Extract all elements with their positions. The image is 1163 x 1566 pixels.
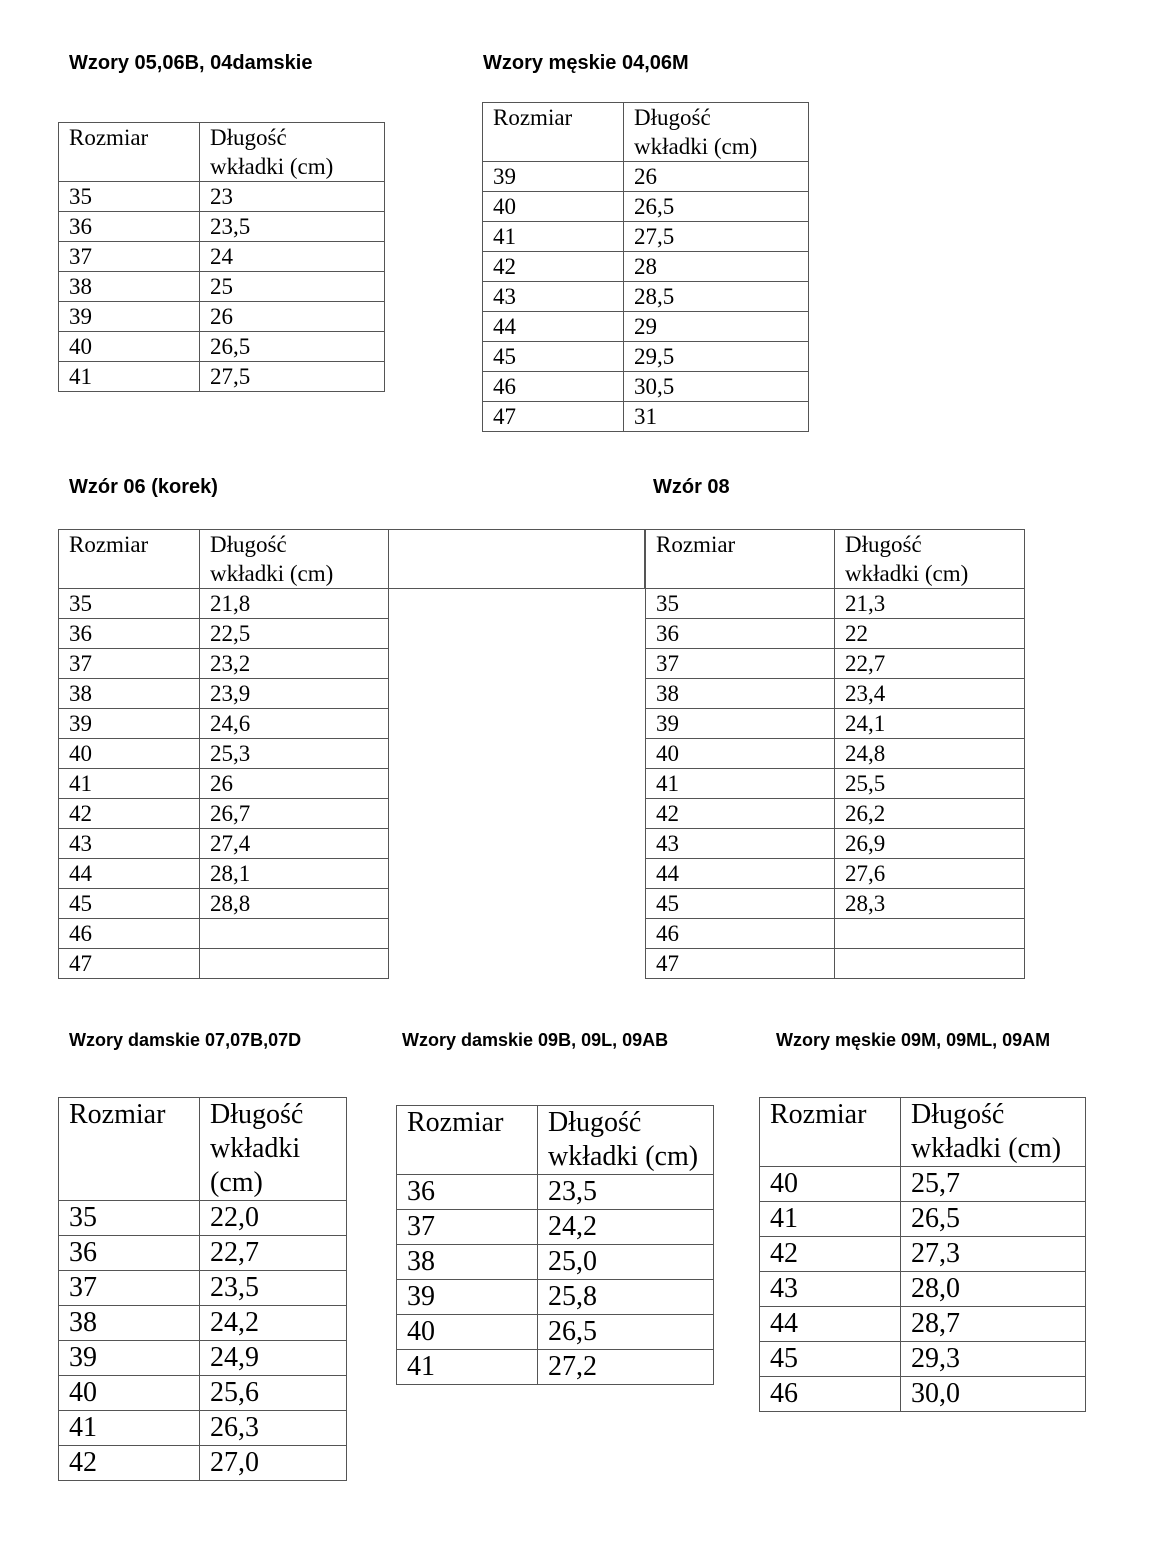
size-cell: 44 xyxy=(59,859,200,889)
table-row xyxy=(483,192,809,222)
size-cell: 44 xyxy=(483,312,624,342)
size-cell: 42 xyxy=(760,1237,901,1272)
table-row xyxy=(483,222,809,252)
table-row xyxy=(646,739,1025,769)
insole-length-cell: 30,0 xyxy=(901,1377,1086,1412)
table-row xyxy=(483,162,809,192)
table-row xyxy=(59,679,645,709)
table-row xyxy=(483,282,809,312)
table-row xyxy=(59,1411,347,1446)
table-row xyxy=(483,372,809,402)
insole-length-cell: 24,9 xyxy=(200,1341,347,1376)
table-row xyxy=(59,859,645,889)
size-cell: 45 xyxy=(483,342,624,372)
table-row xyxy=(760,1167,1086,1202)
size-cell: 41 xyxy=(760,1202,901,1237)
insole-length-cell: 27,4 xyxy=(200,829,389,859)
insole-length-cell: 25 xyxy=(200,272,385,302)
insole-length-cell: 24,1 xyxy=(835,709,1025,739)
insole-length-cell: 23,5 xyxy=(200,212,385,242)
table-row xyxy=(59,709,645,739)
table-header-row xyxy=(483,103,809,162)
table-row xyxy=(646,589,1025,619)
table-row xyxy=(59,619,645,649)
table-row xyxy=(397,1315,714,1350)
insole-length-cell: 27,3 xyxy=(901,1237,1086,1272)
table-row xyxy=(646,619,1025,649)
insole-length-cell: 24,2 xyxy=(538,1210,714,1245)
insole-length-cell: 23,2 xyxy=(200,649,389,679)
insole-length-cell: 26,9 xyxy=(835,829,1025,859)
table-header-row xyxy=(59,123,385,182)
size-cell: 47 xyxy=(646,949,835,979)
table-row xyxy=(59,1376,347,1411)
insole-length-cell: 29,5 xyxy=(624,342,809,372)
header-insole-length: Długość wkładki (cm) xyxy=(200,123,385,182)
size-cell: 41 xyxy=(646,769,835,799)
table-row xyxy=(397,1245,714,1280)
size-cell: 37 xyxy=(59,1271,200,1306)
table-row xyxy=(59,919,645,949)
insole-length-cell: 26,7 xyxy=(200,799,389,829)
insole-length-cell: 26,5 xyxy=(538,1315,714,1350)
table-row xyxy=(760,1237,1086,1272)
size-cell: 38 xyxy=(646,679,835,709)
table-row xyxy=(646,859,1025,889)
size-cell: 39 xyxy=(59,1341,200,1376)
size-table-06-cork xyxy=(58,529,645,979)
size-cell: 46 xyxy=(483,372,624,402)
size-table-08 xyxy=(645,529,1025,979)
insole-length-cell: 28,1 xyxy=(200,859,389,889)
size-cell: 35 xyxy=(59,182,200,212)
insole-length-cell: 21,8 xyxy=(200,589,389,619)
insole-length-cell xyxy=(200,919,389,949)
size-cell: 38 xyxy=(59,679,200,709)
size-cell: 36 xyxy=(646,619,835,649)
insole-length-cell: 27,0 xyxy=(200,1446,347,1481)
header-size: Rozmiar xyxy=(59,530,200,589)
table-row xyxy=(59,182,385,212)
table-row xyxy=(483,312,809,342)
table-row xyxy=(59,829,645,859)
insole-length-cell: 26,3 xyxy=(200,1411,347,1446)
table-row xyxy=(646,829,1025,859)
insole-length-cell: 27,5 xyxy=(624,222,809,252)
table-row xyxy=(646,649,1025,679)
table-row xyxy=(397,1280,714,1315)
table-row xyxy=(397,1350,714,1385)
header-size: Rozmiar xyxy=(59,1098,200,1201)
size-cell: 46 xyxy=(760,1377,901,1412)
size-cell: 43 xyxy=(59,829,200,859)
size-cell: 40 xyxy=(397,1315,538,1350)
insole-length-cell: 26 xyxy=(200,769,389,799)
insole-length-cell: 22,5 xyxy=(200,619,389,649)
size-table-mens-09 xyxy=(759,1097,1086,1412)
table-row xyxy=(59,649,645,679)
table-row xyxy=(646,769,1025,799)
insole-length-cell: 28,7 xyxy=(901,1307,1086,1342)
insole-length-cell: 24,8 xyxy=(835,739,1025,769)
table-row xyxy=(760,1202,1086,1237)
size-cell: 36 xyxy=(59,212,200,242)
table-row xyxy=(59,332,385,362)
header-size: Rozmiar xyxy=(483,103,624,162)
section-title-mens-04-06m: Wzory męskie 04,06M xyxy=(483,52,689,74)
size-cell: 41 xyxy=(59,362,200,392)
size-cell: 42 xyxy=(59,799,200,829)
insole-length-cell: 24,6 xyxy=(200,709,389,739)
table-row xyxy=(646,949,1025,979)
insole-length-cell: 24 xyxy=(200,242,385,272)
header-insole-length: Długość wkładki (cm) xyxy=(538,1106,714,1175)
table-row xyxy=(59,1306,347,1341)
size-cell: 37 xyxy=(59,242,200,272)
insole-length-cell: 28,0 xyxy=(901,1272,1086,1307)
size-cell: 46 xyxy=(59,919,200,949)
size-cell: 47 xyxy=(483,402,624,432)
size-cell: 45 xyxy=(646,889,835,919)
table-header-row xyxy=(59,530,645,589)
header-insole-length: Długość wkładki (cm) xyxy=(901,1098,1086,1167)
size-cell: 39 xyxy=(483,162,624,192)
size-cell: 35 xyxy=(59,589,200,619)
table-row xyxy=(760,1342,1086,1377)
size-cell: 46 xyxy=(646,919,835,949)
size-cell: 40 xyxy=(483,192,624,222)
table-row xyxy=(483,252,809,282)
section-title-mens-09: Wzory męskie 09M, 09ML, 09AM xyxy=(776,1030,1051,1050)
insole-length-cell: 25,0 xyxy=(538,1245,714,1280)
insole-length-cell: 27,5 xyxy=(200,362,385,392)
table-row xyxy=(646,709,1025,739)
insole-length-cell: 31 xyxy=(624,402,809,432)
size-table-womens-05-06b-04 xyxy=(58,122,385,392)
size-cell: 42 xyxy=(483,252,624,282)
size-cell: 42 xyxy=(59,1446,200,1481)
table-row xyxy=(59,1271,347,1306)
size-cell: 39 xyxy=(646,709,835,739)
section-title-womens-09: Wzory damskie 09B, 09L, 09AB xyxy=(402,1030,669,1050)
header-size: Rozmiar xyxy=(760,1098,901,1167)
size-cell: 37 xyxy=(646,649,835,679)
insole-length-cell: 28,3 xyxy=(835,889,1025,919)
size-cell: 47 xyxy=(59,949,200,979)
table-row xyxy=(646,799,1025,829)
header-size: Rozmiar xyxy=(397,1106,538,1175)
size-cell: 43 xyxy=(483,282,624,312)
size-cell: 40 xyxy=(646,739,835,769)
table-row xyxy=(59,242,385,272)
insole-length-cell: 25,5 xyxy=(835,769,1025,799)
size-cell: 38 xyxy=(397,1245,538,1280)
size-cell: 35 xyxy=(646,589,835,619)
table-row xyxy=(397,1210,714,1245)
size-table-womens-07 xyxy=(58,1097,347,1481)
size-cell: 35 xyxy=(59,1201,200,1236)
table-row xyxy=(59,302,385,332)
insole-length-cell: 25,8 xyxy=(538,1280,714,1315)
table-header-row xyxy=(646,530,1025,589)
header-insole-length: Długość wkładki (cm) xyxy=(200,530,389,589)
insole-length-cell: 23,5 xyxy=(538,1175,714,1210)
insole-length-cell xyxy=(835,919,1025,949)
size-cell: 41 xyxy=(397,1350,538,1385)
table-row xyxy=(646,889,1025,919)
insole-length-cell: 23,5 xyxy=(200,1271,347,1306)
insole-length-cell: 26 xyxy=(624,162,809,192)
insole-length-cell: 25,3 xyxy=(200,739,389,769)
table-row xyxy=(59,1446,347,1481)
section-title-06-cork: Wzór 06 (korek) xyxy=(69,476,218,498)
insole-length-cell: 22 xyxy=(835,619,1025,649)
size-cell: 45 xyxy=(59,889,200,919)
table-row xyxy=(646,919,1025,949)
insole-length-cell: 29 xyxy=(624,312,809,342)
size-cell: 36 xyxy=(59,1236,200,1271)
size-cell: 44 xyxy=(760,1307,901,1342)
table-row xyxy=(483,342,809,372)
size-cell: 41 xyxy=(59,769,200,799)
size-cell: 43 xyxy=(646,829,835,859)
insole-length-cell: 26,5 xyxy=(624,192,809,222)
table-row xyxy=(59,272,385,302)
insole-length-cell: 24,2 xyxy=(200,1306,347,1341)
insole-length-cell: 26,5 xyxy=(901,1202,1086,1237)
insole-length-cell: 30,5 xyxy=(624,372,809,402)
table-header-row xyxy=(397,1106,714,1175)
size-cell: 38 xyxy=(59,1306,200,1341)
insole-length-cell xyxy=(200,949,389,979)
insole-length-cell: 27,2 xyxy=(538,1350,714,1385)
table-row xyxy=(397,1175,714,1210)
insole-length-cell: 23,9 xyxy=(200,679,389,709)
section-title-womens-07: Wzory damskie 07,07B,07D xyxy=(69,1030,302,1050)
table-row xyxy=(59,739,645,769)
insole-length-cell: 28,8 xyxy=(200,889,389,919)
size-cell: 40 xyxy=(59,739,200,769)
size-cell: 37 xyxy=(397,1210,538,1245)
header-insole-length: Długość wkładki (cm) xyxy=(200,1098,347,1201)
size-cell: 43 xyxy=(760,1272,901,1307)
size-cell: 44 xyxy=(646,859,835,889)
header-size: Rozmiar xyxy=(646,530,835,589)
table-row xyxy=(59,799,645,829)
insole-length-cell: 22,7 xyxy=(835,649,1025,679)
size-cell: 40 xyxy=(760,1167,901,1202)
insole-length-cell: 26,2 xyxy=(835,799,1025,829)
table-row xyxy=(59,1341,347,1376)
insole-length-cell: 26,5 xyxy=(200,332,385,362)
size-cell: 42 xyxy=(646,799,835,829)
size-cell: 40 xyxy=(59,1376,200,1411)
table-row xyxy=(59,1236,347,1271)
size-cell: 39 xyxy=(59,709,200,739)
size-cell: 45 xyxy=(760,1342,901,1377)
size-table-mens-04-06m xyxy=(482,102,809,432)
table-row xyxy=(483,402,809,432)
insole-length-cell: 29,3 xyxy=(901,1342,1086,1377)
table-row xyxy=(59,212,385,242)
insole-length-cell: 23,4 xyxy=(835,679,1025,709)
insole-length-cell: 25,6 xyxy=(200,1376,347,1411)
insole-length-cell: 28,5 xyxy=(624,282,809,312)
size-cell: 39 xyxy=(59,302,200,332)
size-cell: 40 xyxy=(59,332,200,362)
size-cell: 41 xyxy=(59,1411,200,1446)
insole-length-cell xyxy=(835,949,1025,979)
size-cell: 41 xyxy=(483,222,624,252)
table-row xyxy=(59,769,645,799)
insole-length-cell: 27,6 xyxy=(835,859,1025,889)
insole-length-cell: 25,7 xyxy=(901,1167,1086,1202)
size-cell: 37 xyxy=(59,649,200,679)
size-cell: 39 xyxy=(397,1280,538,1315)
table-row xyxy=(59,949,645,979)
table-row xyxy=(760,1307,1086,1342)
section-title-womens-05-06b-04: Wzory 05,06B, 04damskie xyxy=(69,52,313,74)
table-row xyxy=(59,362,385,392)
insole-length-cell: 21,3 xyxy=(835,589,1025,619)
blank-spacer-column xyxy=(389,530,645,589)
insole-length-cell: 23 xyxy=(200,182,385,212)
table-row xyxy=(646,679,1025,709)
table-row xyxy=(760,1377,1086,1412)
size-cell: 36 xyxy=(397,1175,538,1210)
size-cell: 36 xyxy=(59,619,200,649)
table-row xyxy=(59,589,645,619)
size-cell: 38 xyxy=(59,272,200,302)
header-insole-length: Długość wkładki (cm) xyxy=(624,103,809,162)
insole-length-cell: 28 xyxy=(624,252,809,282)
size-table-womens-09 xyxy=(396,1105,714,1385)
insole-length-cell: 26 xyxy=(200,302,385,332)
header-insole-length: Długość wkładki (cm) xyxy=(835,530,1025,589)
table-row xyxy=(59,889,645,919)
table-row xyxy=(59,1201,347,1236)
header-size: Rozmiar xyxy=(59,123,200,182)
insole-length-cell: 22,7 xyxy=(200,1236,347,1271)
table-row xyxy=(760,1272,1086,1307)
section-title-08: Wzór 08 xyxy=(653,476,730,498)
insole-length-cell: 22,0 xyxy=(200,1201,347,1236)
table-header-row xyxy=(59,1098,347,1201)
table-header-row xyxy=(760,1098,1086,1167)
